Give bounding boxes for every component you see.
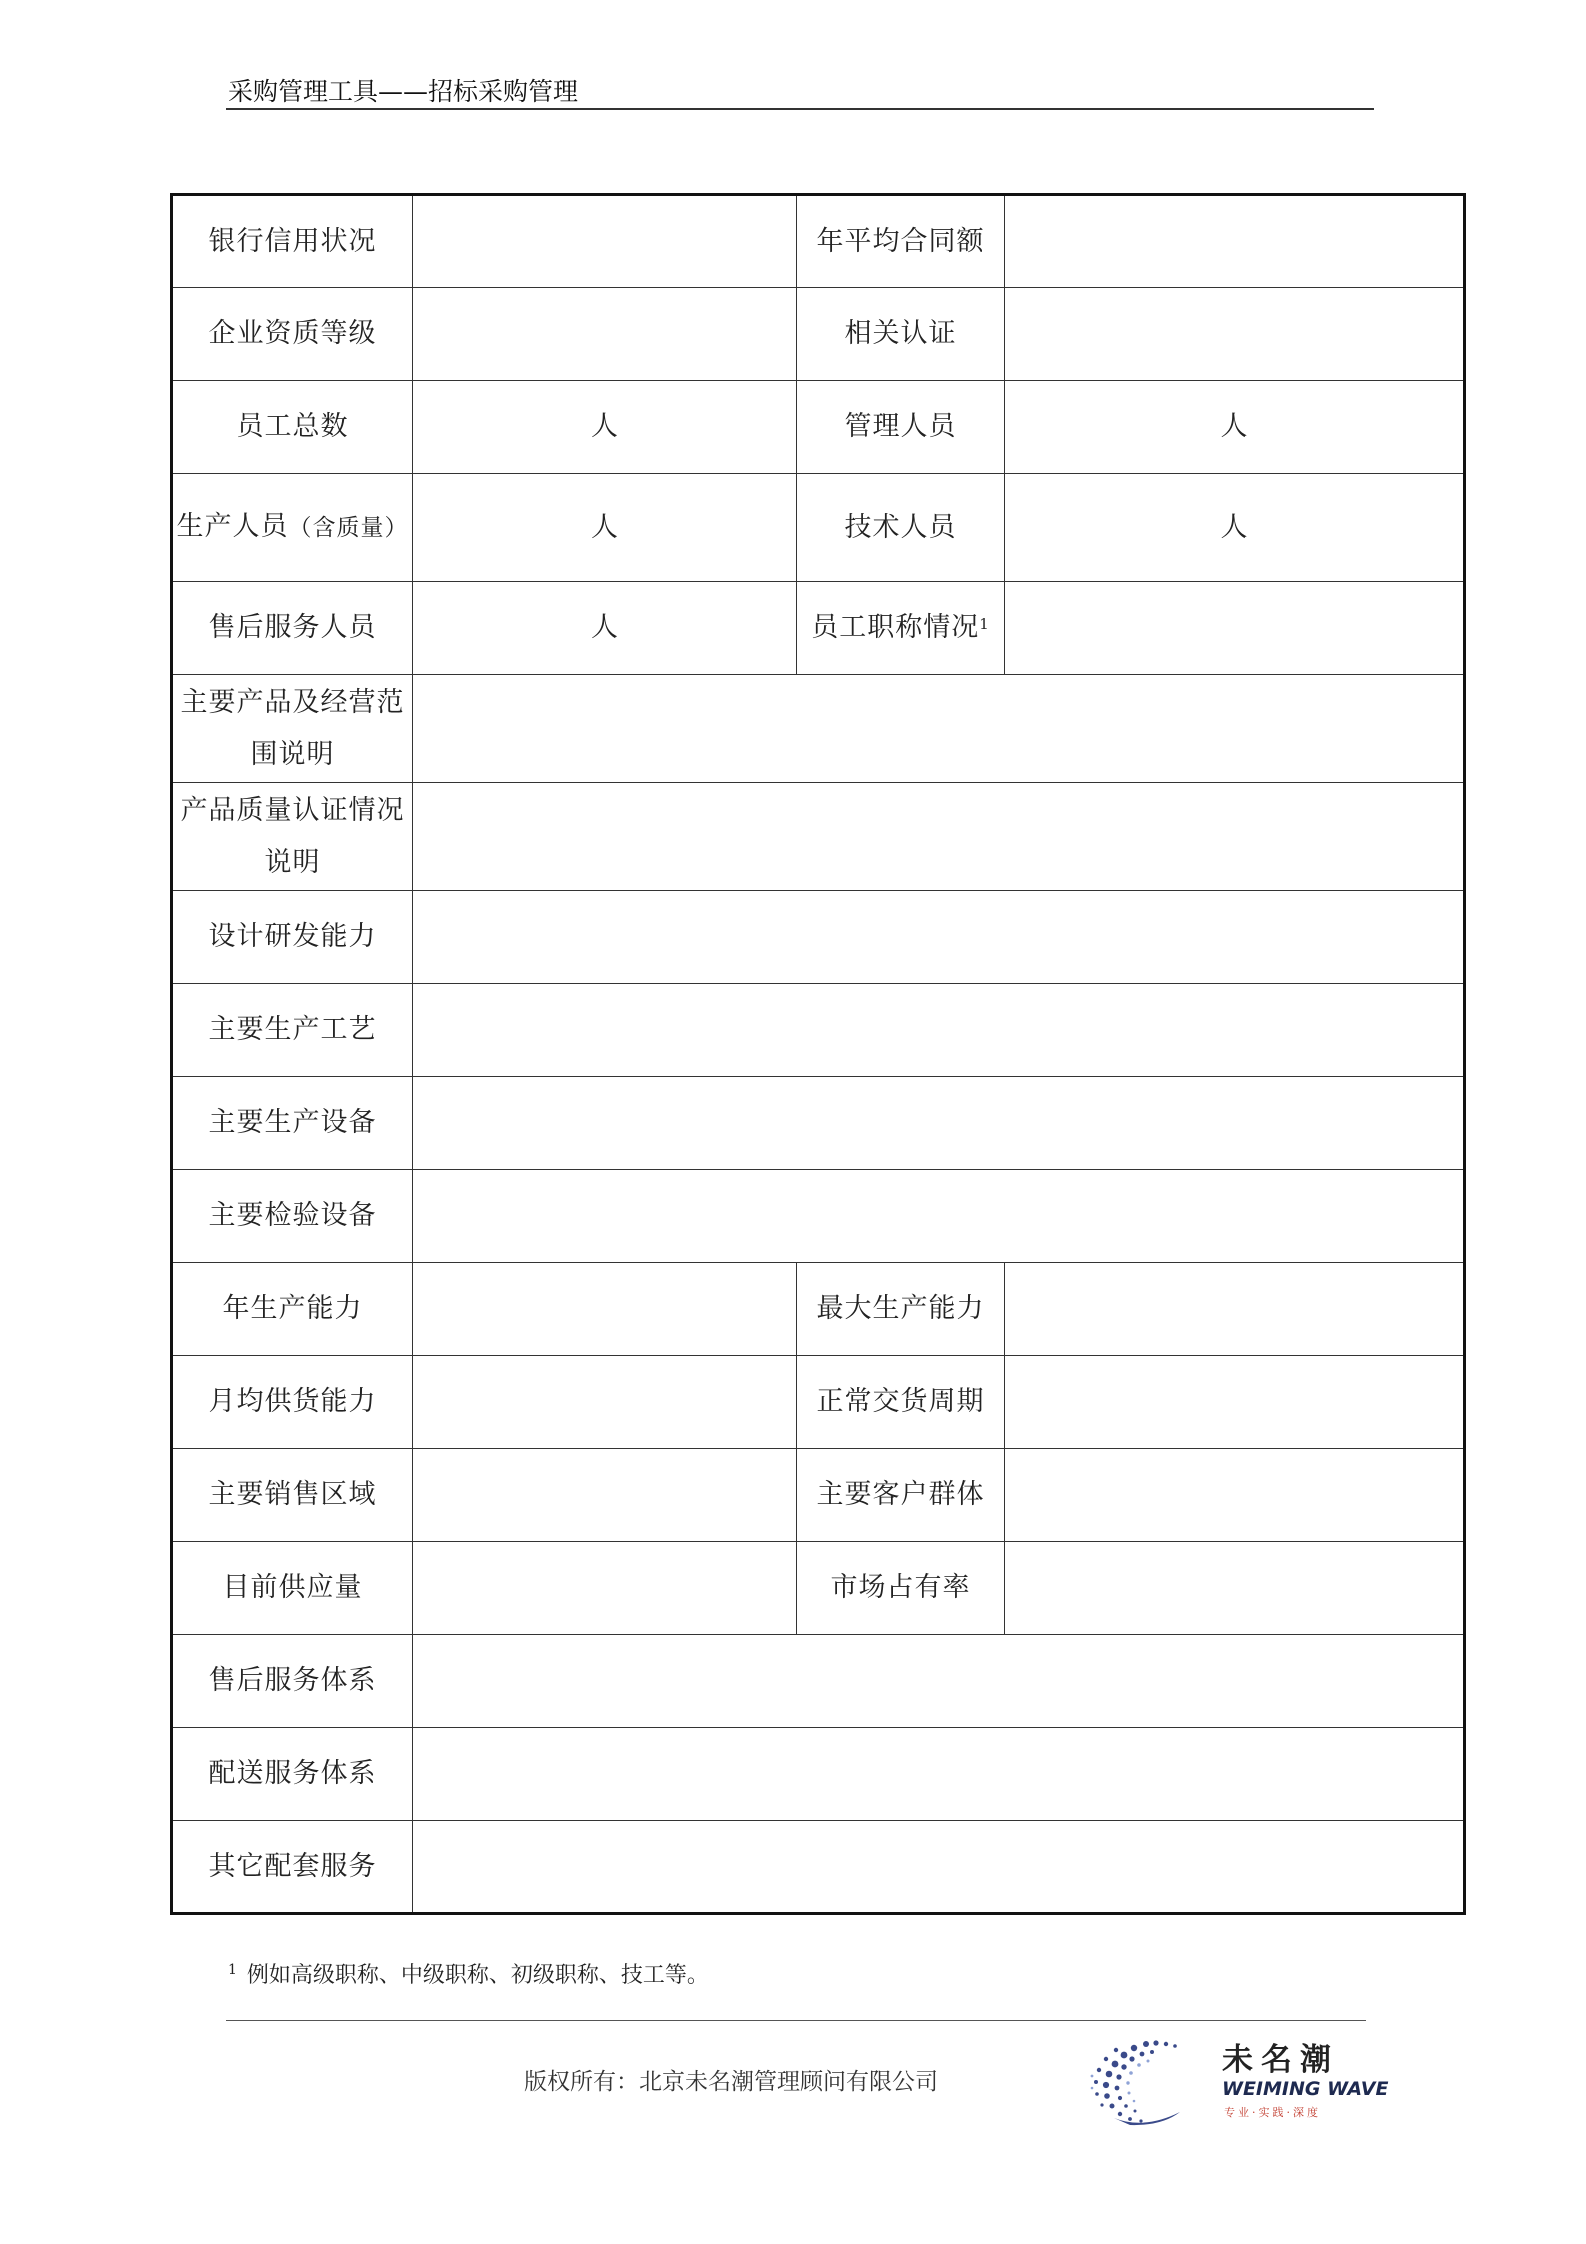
max-capacity-label: 最大生产能力 [797,1263,1005,1356]
main-products-label: 主要产品及经营范围说明 [172,675,413,783]
logo-slogan: 专业·实践·深度 [1224,2106,1321,2119]
table-row [172,1728,1465,1821]
market-share-field[interactable] [1005,1542,1465,1635]
table-row [172,984,1465,1077]
table-row [172,783,1465,891]
staff-title-label-cell [797,582,1005,675]
table-row [172,1449,1465,1542]
inspection-equipment-field[interactable] [413,1170,1465,1263]
after-sales-staff-label: 售后服务人员 [172,582,413,675]
customer-group-label: 主要客户群体 [797,1449,1005,1542]
footnote [228,1958,709,1989]
management-staff-field[interactable] [1005,381,1465,474]
table-row [172,1635,1465,1728]
bank-credit-field[interactable] [413,195,797,288]
delivery-cycle-label: 正常交货周期 [797,1356,1005,1449]
quality-cert-label: 产品质量认证情况说明 [172,783,413,891]
tech-staff-unit: 人 [1220,511,1248,543]
wave-logo-icon [1084,2030,1214,2130]
main-process-field[interactable] [413,984,1465,1077]
inspection-equipment-label: 主要检验设备 [172,1170,413,1263]
current-supply-label: 目前供应量 [172,1542,413,1635]
management-staff-label: 管理人员 [797,381,1005,474]
production-staff-label: 生产人员 [176,511,289,542]
certification-label: 相关认证 [797,288,1005,381]
table-row [172,582,1465,675]
table-row [172,891,1465,984]
supplier-info-table [170,193,1466,1915]
table-row [172,1542,1465,1635]
management-staff-unit: 人 [1220,411,1248,442]
logo-english-name: WEIMING WAVE [1222,2078,1389,2100]
after-sales-staff-field[interactable] [413,582,797,675]
production-staff-note: （含质量） [288,515,409,541]
other-services-label: 其它配套服务 [172,1821,413,1914]
total-staff-field[interactable] [413,381,797,474]
after-sales-staff-unit: 人 [591,612,618,643]
table-row [172,1356,1465,1449]
market-share-label: 市场占有率 [797,1542,1005,1635]
production-staff-label-cell [172,474,413,582]
footnote-reference[interactable]: 1 [979,615,990,633]
tech-staff-field[interactable] [1005,474,1465,582]
annual-capacity-label: 年生产能力 [172,1263,413,1356]
main-products-field[interactable] [413,675,1465,783]
footer-rule [226,2020,1366,2021]
tech-staff-label: 技术人员 [797,474,1005,582]
avg-contract-field[interactable] [1005,195,1465,288]
main-equipment-label: 主要生产设备 [172,1077,413,1170]
main-process-label: 主要生产工艺 [172,984,413,1077]
annual-capacity-field[interactable] [413,1263,797,1356]
footnote-mark: 1 [228,1961,237,1978]
table-row [172,1170,1465,1263]
header-rule [226,108,1374,110]
avg-contract-label: 年平均合同额 [797,195,1005,288]
certification-field[interactable] [1005,288,1465,381]
total-staff-label: 员工总数 [172,381,413,474]
other-services-field[interactable] [413,1821,1465,1914]
footnote-text: 例如高级职称、中级职称、初级职称、技工等。 [246,1963,709,1988]
max-capacity-field[interactable] [1005,1263,1465,1356]
table-row [172,1077,1465,1170]
sales-region-label: 主要销售区域 [172,1449,413,1542]
qualification-label: 企业资质等级 [172,288,413,381]
qualification-field[interactable] [413,288,797,381]
table-row [172,288,1465,381]
production-staff-unit: 人 [591,511,618,543]
delivery-system-label: 配送服务体系 [172,1728,413,1821]
rd-capability-label: 设计研发能力 [172,891,413,984]
current-supply-field[interactable] [413,1542,797,1635]
page-header-title: 采购管理工具——招标采购管理 [228,77,579,106]
monthly-supply-label: 月均供货能力 [172,1356,413,1449]
table-row [172,1821,1465,1914]
main-equipment-field[interactable] [413,1077,1465,1170]
after-sales-system-field[interactable] [413,1635,1465,1728]
table-row [172,195,1465,288]
table-row [172,1263,1465,1356]
staff-title-field[interactable] [1005,582,1465,675]
table-row [172,474,1465,582]
monthly-supply-field[interactable] [413,1356,797,1449]
logo-chinese-name: 未名潮 [1222,2042,1339,2078]
delivery-system-field[interactable] [413,1728,1465,1821]
after-sales-system-label: 售后服务体系 [172,1635,413,1728]
customer-group-field[interactable] [1005,1449,1465,1542]
copyright-text: 版权所有：北京未名潮管理顾问有限公司 [524,2069,938,2095]
company-logo [1084,2030,1389,2130]
staff-title-label: 员工职称情况 [811,612,980,643]
quality-cert-field[interactable] [413,783,1465,891]
production-staff-field[interactable] [413,474,797,582]
table-row [172,675,1465,783]
rd-capability-field[interactable] [413,891,1465,984]
sales-region-field[interactable] [413,1449,797,1542]
table-row [172,381,1465,474]
delivery-cycle-field[interactable] [1005,1356,1465,1449]
bank-credit-label: 银行信用状况 [172,195,413,288]
total-staff-unit: 人 [591,411,618,442]
